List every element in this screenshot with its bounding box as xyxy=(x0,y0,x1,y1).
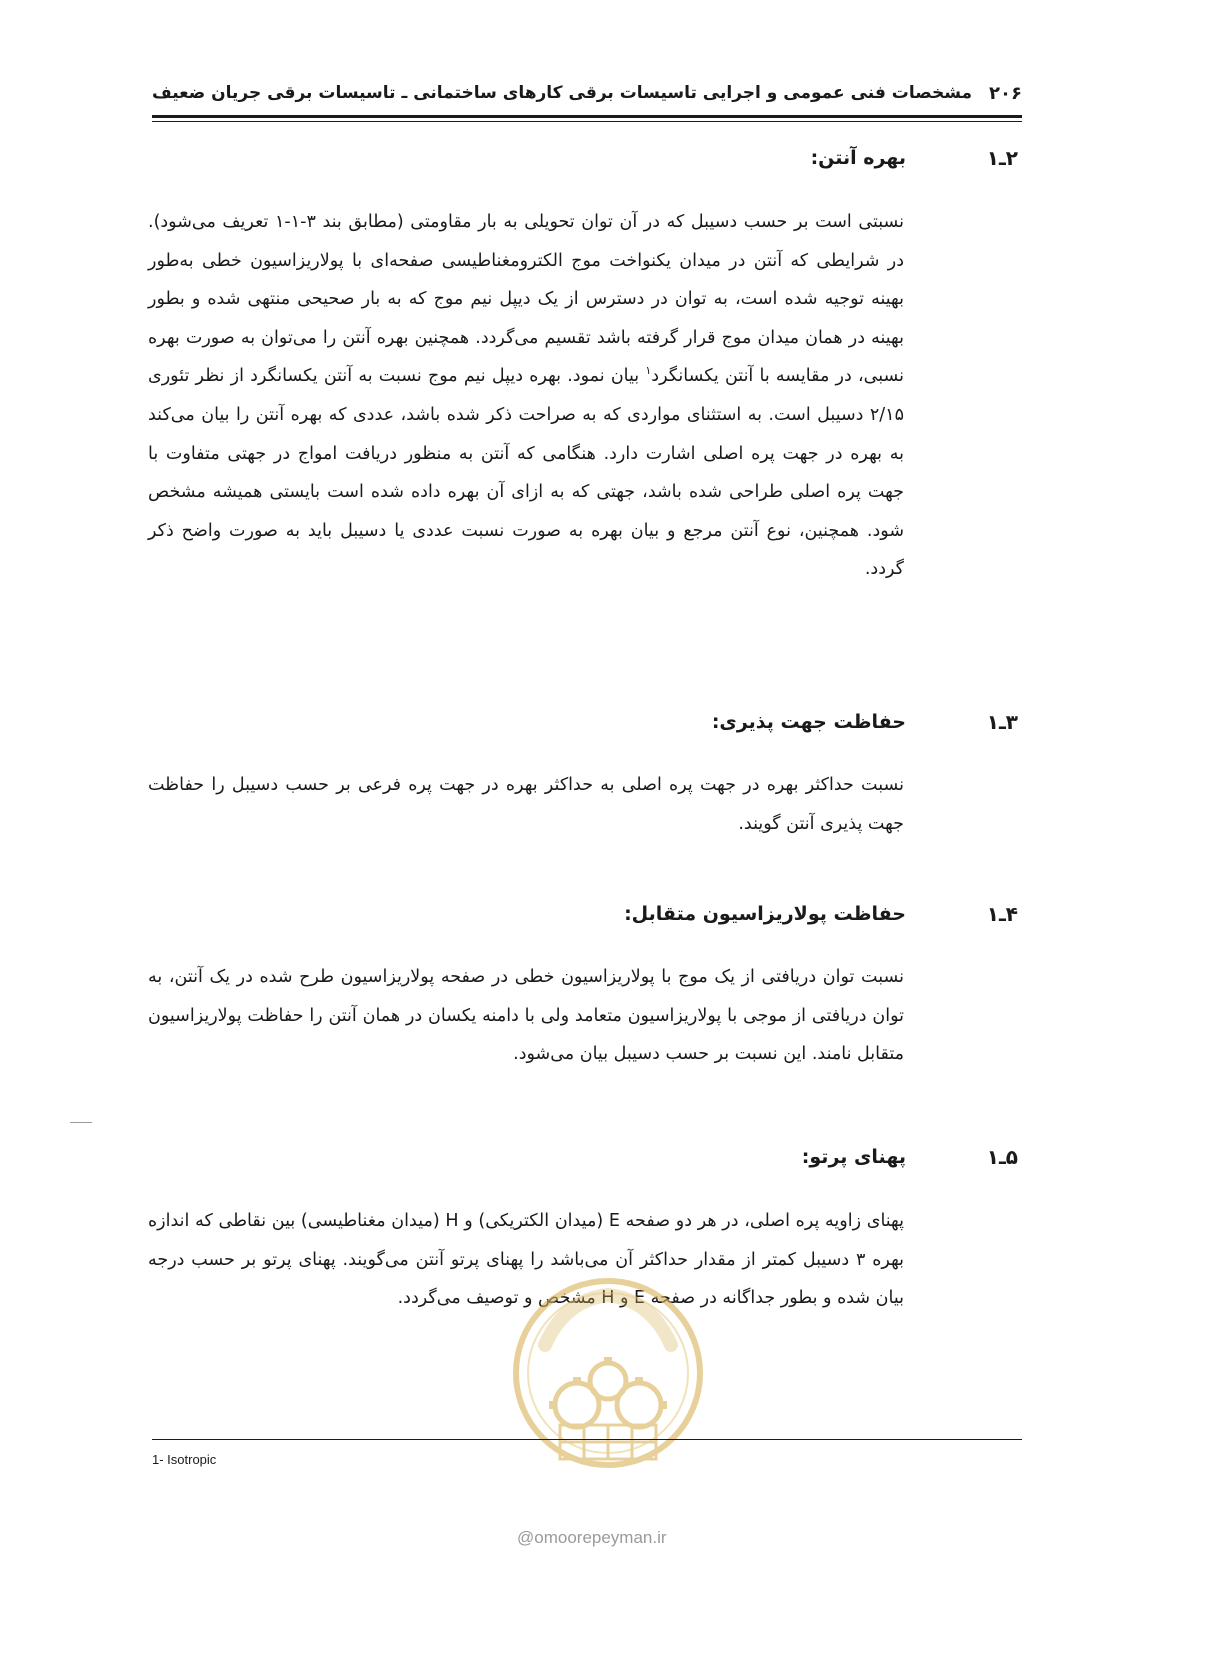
section-body-cross-polarization: نسبت توان دریافتی از یک موج با پولاریزاسیون خطی در صفحه پولاریزاسیون طرح شده در یک آنتن، به توان دریافتی از موجی با پولاریزاسیون متعامد ولی با دامنه یکسان در همان آنتن را حفاظت پولاریزاسیون متقابل نامند. این نسبت بر حسب دسیبل بیان می‌شود. xyxy=(148,967,904,1065)
running-header xyxy=(152,78,1022,108)
section-number: ۵ـ۱ xyxy=(986,1145,1018,1169)
footnote-rule xyxy=(152,1439,1022,1440)
margin-mark xyxy=(70,1122,92,1123)
section-title: پهنای پرتو: xyxy=(801,1146,906,1168)
section-title: حفاظت جهت پذیری: xyxy=(711,711,906,733)
section-body-part: بیان نمود. بهره دیپل نیم موج نسبت به آنتن یکسانگرد از نظر تئوری ۲/۱۵ دسیبل است. به استثنای مواردی که به صراحت ذکر شده باشد، عددی که بهره آنتن را بیان می‌کند به بهره در جهت پره اصلی اشارت دارد. هنگامی که آنتن به منظور دریافت امواج در جهتی متفاوت با جهت پره اصلی طراحی شده باشد، جهتی که به ازای آن بهره داده شده است بایستی همیشه مشخص شود. همچنین، نوع آنتن مرجع و بیان بهره به صورت نسبت عددی یا دسیبل باید به صورت واضح ذکر گردد. xyxy=(148,366,904,580)
section-title: حفاظت پولاریزاسیون متقابل: xyxy=(624,903,906,925)
footnote-reference: ۱ xyxy=(645,364,652,378)
watermark-seal xyxy=(505,1255,711,1505)
section-number: ۴ـ۱ xyxy=(986,902,1018,926)
section-body-beamwidth: پهنای زاویه پره اصلی، در هر دو صفحه E (میدان الکتریکی) و H (میدان مغناطیسی) بین نقاطی که اندازه بهره ۳ دسیبل کمتر از مقدار حداکثر آن می‌باشد را پهنای پرتو آنتن می‌گویند. پهنای پرتو بر حسب درجه بیان شده و بطور جداگانه در صفحه E و H مشخص و توصیف می‌گردد. xyxy=(148,1211,905,1309)
section-number: ۳ـ۱ xyxy=(986,710,1018,734)
section-heading-antenna-gain xyxy=(148,146,1018,170)
watermark-url: @omoorepeyman.ir xyxy=(517,1528,667,1547)
section-number: ۲ـ۱ xyxy=(986,146,1018,170)
section-heading-cross-polarization xyxy=(148,902,1018,926)
section-heading-beamwidth xyxy=(148,1145,1018,1169)
section-heading-directivity-protection xyxy=(148,710,1018,734)
section-title: بهره آنتن: xyxy=(810,147,906,169)
section-body-directivity-protection: نسبت حداکثر بهره در جهت پره اصلی به حداکثر بهره در جهت پره فرعی بر حسب دسیبل را حفاظت جهت پذیری آنتن گویند. xyxy=(148,775,904,834)
page-number: ۲۰۶ xyxy=(989,82,1022,104)
header-rule-thick xyxy=(152,115,1022,118)
footnote: 1- Isotropic xyxy=(152,1452,217,1467)
watermark-seal-icon xyxy=(505,1255,711,1505)
section-body-part: نسبتی است بر حسب دسیبل که در آن توان تحویلی به بار مقاومتی (مطابق بند ۳-۱-۱ تعریف می‌شود). در شرایطی که آنتن در میدان یکنواخت موج الکترومغناطیسی صفحه‌ای با پولاریزاسیون خطی به‌طور بهینه توجیه شده است، به توان در دسترس از یک دیپل نیم موج که به بار صحیحی منتهی شده و بطور بهینه در همان میدان موج قرار گرفته باشد تقسیم می‌گردد. همچنین بهره آنتن را می‌توان به صورت بهره نسبی، در مقایسه با آنتن یکسانگرد xyxy=(148,212,904,387)
running-header-title: مشخصات فنی عمومی و اجرایی تاسیسات برقی کارهای ساختمانی ـ تاسیسات برقی جریان ضعیف xyxy=(152,83,973,103)
header-rule-thin xyxy=(152,121,1022,122)
section-body-antenna-gain xyxy=(148,203,904,589)
